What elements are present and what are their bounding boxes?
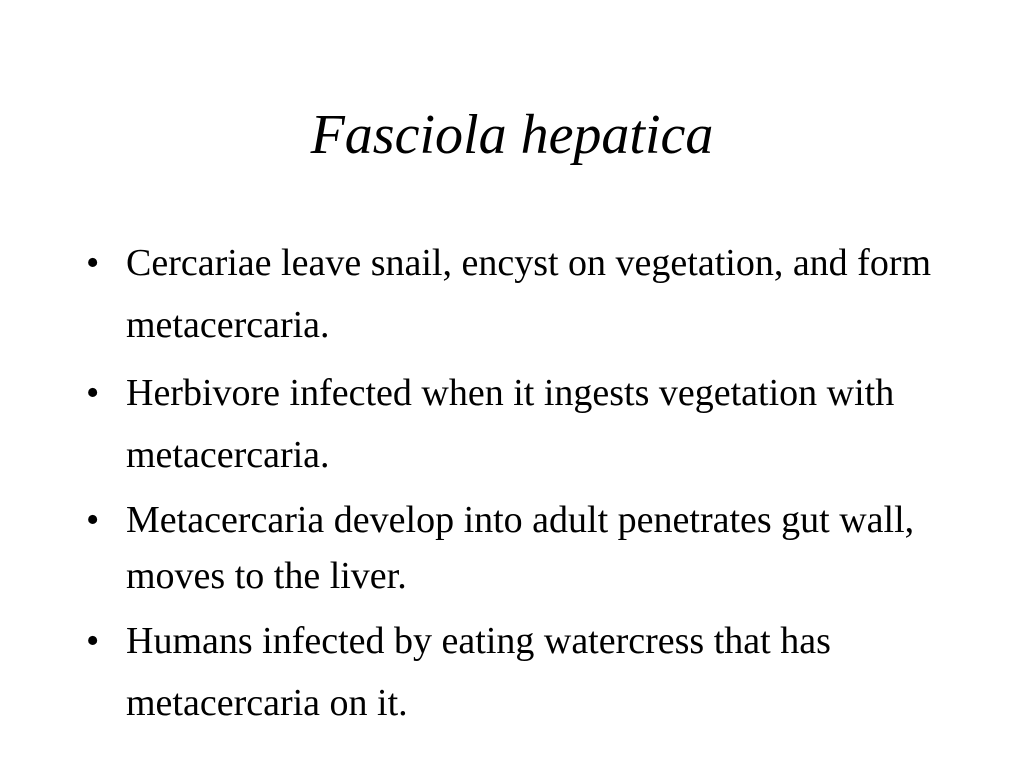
bullet-item [86,232,946,356]
bullet-marker: • [86,499,100,541]
bullet-text: Cercariae leave snail, encyst on vegetation, and form metacercaria. [126,242,932,346]
bullet-text: Humans infected by eating watercress that has metacercaria on it. [126,620,831,724]
bullet-marker: • [86,620,100,662]
slide-title: Fasciola hepatica [310,104,714,166]
bullet-item [86,362,946,486]
bullet-item [86,610,946,734]
bullet-item [86,492,946,604]
bullet-text: Herbivore infected when it ingests vegetation with metacercaria. [126,372,895,476]
bullet-list [86,232,946,740]
bullet-text: Metacercaria develop into adult penetrates gut wall, moves to the liver. [126,499,915,597]
bullet-marker: • [86,372,100,414]
bullet-marker: • [86,242,100,284]
